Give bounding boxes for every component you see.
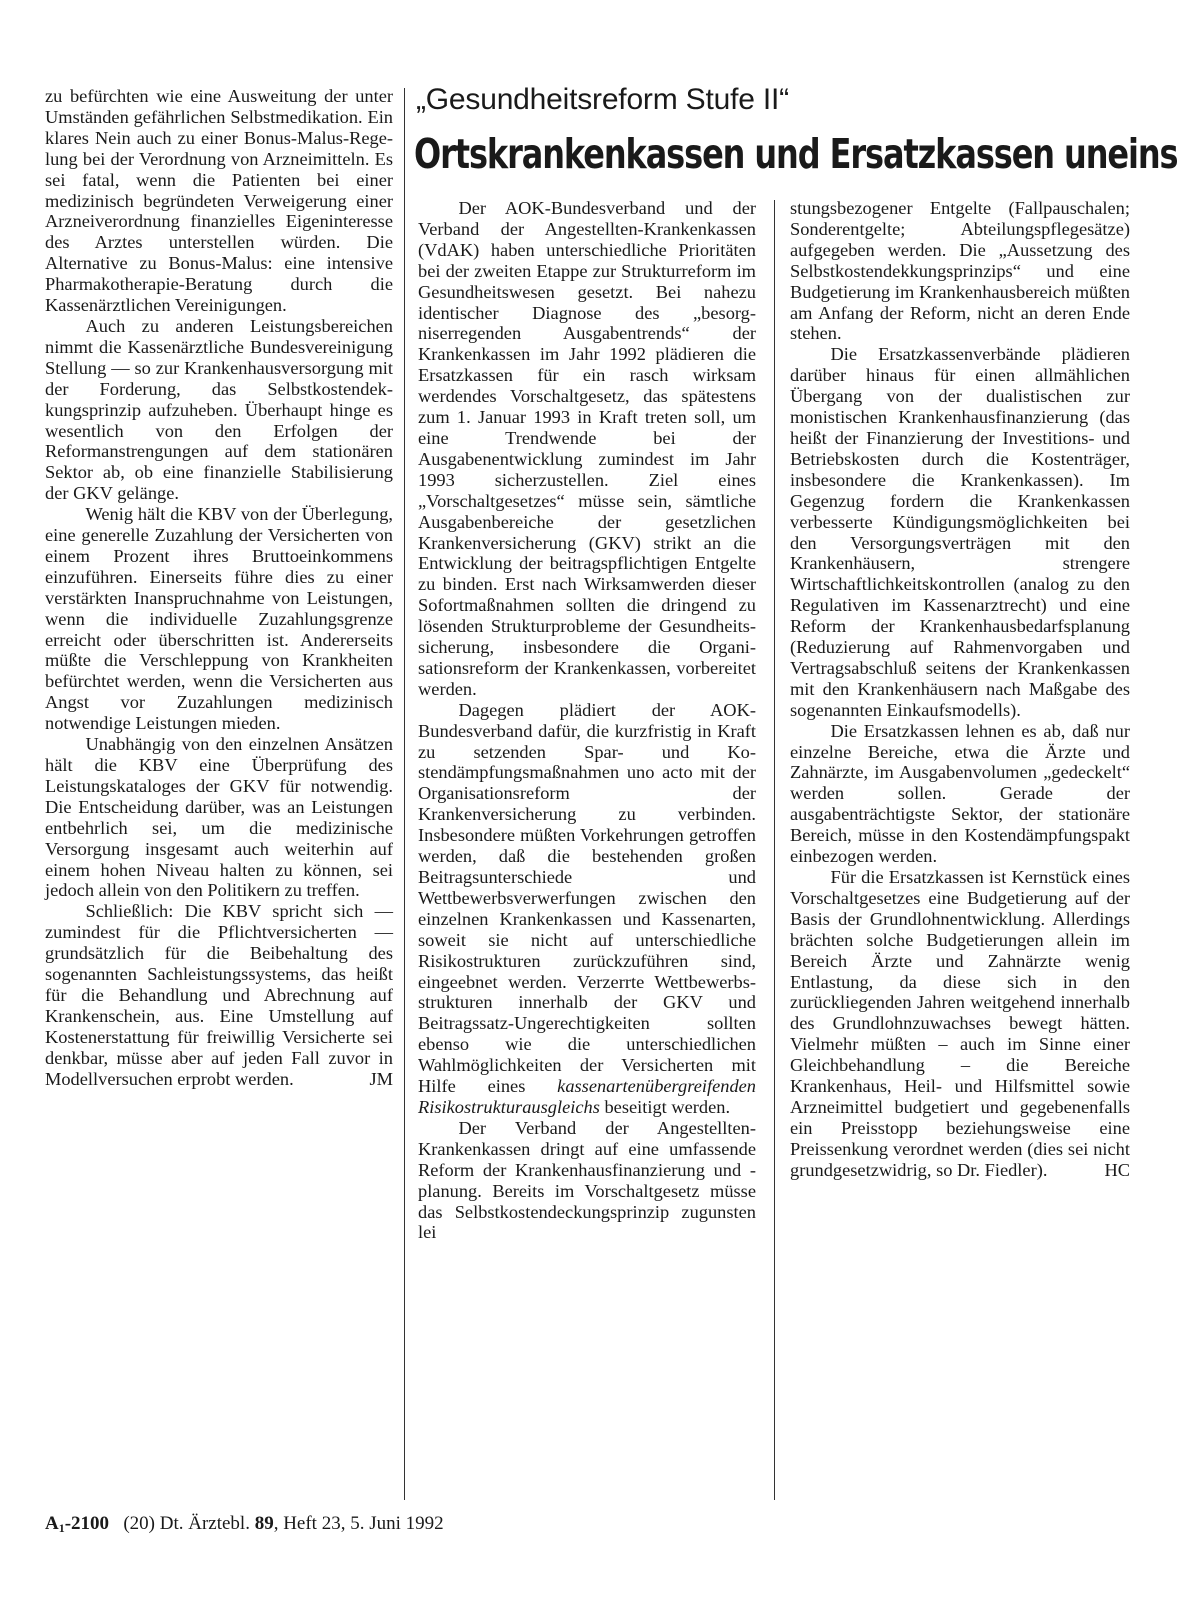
paragraph-text: Dagegen plädiert der AOK-Bundesverband dafür, die kurzfristig in Kraft zu setzenden Spar- und Kostendämpfungsmaßnahmen uno acto mit der Organisationsreform der Krankenversicherung zu verbinden. Insbesondere müßten Vorkehrungen getroffen werden, daß die bestehenden großen Beitragsunterschiede und Wettbewerbsverwerfungen zwischen den einzelnen Krankenkassen und Kassenarten, soweit sie nicht auf unterschiedliche Risikostrukturen zurückzuführen sind, eingeebnet werden. Verzerrte Wettbewerbsstrukturen innerhalb der GKV und Beitragssatz-Ungerechtigkeiten sollten ebenso wie die unterschiedlichen Wahlmöglichkeiten der Versicherten mit Hilfe eines: [418, 699, 756, 1097]
column-divider-main: [404, 88, 405, 1500]
middle-column-text: [418, 198, 756, 1243]
paragraph: [45, 901, 393, 1089]
paragraph: Die Ersatzkassenverbände plädieren darüber hinaus für einen allmählichen Übergang von der dualistischen zur monistischen Krankenhausfinanzierung (das heißt der Finanzierung der Investitions- und Betriebskosten durch die Kostenträger, insbesondere die Krankenkassen). Im Gegenzug fordern die Krankenkassen verbesserte Kündigungsmöglichkeiten bei den Versorgungsverträgen mit den Krankenhäusern, strengere Wirtschaftlichkeitskontrollen (analog zu den Regulativen im Kassenarztrecht) und eine Reform der Krankenhausbedarfsplanung (Reduzierung auf Rahmenvorgaben und Vertragsabschluß seitens der Krankenkassen mit den Krankenhäusern nach Maßgabe des sogenannten Einkaufsmodells).: [790, 344, 1130, 720]
paragraph: Der Verband der Angestellten-Krankenkassen dringt auf eine umfassende Reform der Krankenhausfinanzierung und -planung. Bereits im Vorschaltgesetz müsse das Selbstkostendeckungsprinzip zugunsten lei: [418, 1117, 756, 1243]
page-footer: [45, 1512, 444, 1540]
column-divider-inner: [774, 200, 775, 1500]
right-column-text: [790, 198, 1130, 1181]
journal-volume: 89: [254, 1513, 274, 1534]
paragraph: stungsbezogener Entgelte (Fallpauschalen; Sonderentgelte; Abteilungspflegesätze) aufgegeben werden. Die „Aussetzung des Selbstkostendekkungsprinzips“ und eine Budgetierung im Krankenhausbereich müßten am Anfang der Reform, nicht an deren Ende stehen.: [790, 198, 1130, 344]
paragraph-text: beseitigt werden.: [599, 1096, 731, 1117]
paragraph-text: Schließlich: Die KBV spricht sich — zumindest für die Pflichtversicherten — grundsätzlich für die Beibehaltung des sogenannten Sachleistungssystems, das heißt für die Behandlung und Abrechnung auf Krankenschein, aus. Eine Umstellung auf Kostenerstattung für freiwillig Versicherte sei denkbar, müsse aber auf jeden Fall zuvor in Modellversuchen erprobt werden.: [45, 901, 393, 1089]
journal-issue-date: , Heft 23, 5. Juni 1992: [273, 1513, 444, 1534]
page-subscript: 1: [58, 1521, 65, 1535]
paragraph: Auch zu anderen Leistungsbereichen nimmt die Kassenärztliche Bundesvereinigung Stellung — so zur Krankenhausversorgung mit der Forderung, das Selbstkostendekkungsprinzip aufzuheben. Überhaupt hinge es wesentlich von den Erfolgen der Reformanstrengungen auf dem stationären Sektor ab, ob eine finanzielle Stabilisierung der GKV gelänge.: [45, 315, 393, 504]
page-number-value: -2100: [64, 1513, 110, 1534]
paragraph: Wenig hält die KBV von der Überlegung, eine generelle Zuzahlung der Versicherten von einem Prozent ihres Bruttoeinkommens einzuführen. Einerseits führe dies zu einer verstärkten Inanspruchnahme von Leistungen, wenn die individuelle Zuzahlungsgrenze erreicht oder überschritten ist. Andererseits müßte die Verschleppung von Krankheiten befürchtet werden, wenn die Versicherten aus Angst vor Zuzahlungen medizinisch notwendige Leistungen mieden.: [45, 504, 393, 734]
paragraph-text: Für die Ersatzkassen ist Kernstück eines Vorschaltgesetzes eine Budgetierung auf der Basis der Grundlohnentwicklung. Allerdings brächten solche Budgetierungen allein im Bereich Ärzte und Zahnärzte wenig Entlastung, da diese sich in den zurückliegenden Jahren weitgehend innerhalb des Grundlohnzuwachses bewegt hätten. Vielmehr müßten – auch im Sinne einer Gleichbehandlung – die Bereiche Krankenhaus, Heil- und Hilfsmittel sowie Arzneimittel budgetiert und gegebenenfalls ein Preisstopp beziehungsweise eine Preissenkung verordnet werden (dies sei nicht grundgesetzwidrig, so Dr. Fiedler).: [790, 867, 1130, 1180]
left-column-text: [45, 86, 393, 1090]
paragraph: Unabhängig von den einzelnen Ansätzen hält die KBV eine Überprüfung des Leistungskataloges der GKV für notwendig. Die Entscheidung darüber, was an Leistungen entbehrlich sei, um die medizinische Versorgung insgesamt auch weiterhin auf einem hohen Niveau halten zu können, sei jedoch allein von den Politikern zu treffen.: [45, 734, 393, 901]
paragraph: Der AOK-Bundesverband und der Verband der Angestellten-Krankenkassen (VdAK) haben unterschiedliche Prioritäten bei der zweiten Etappe zur Strukturreform im Gesundheitswesen gesetzt. Bei nahezu identischer Diagnose des „besorgniserregenden Ausgabentrends“ der Krankenkassen im Jahr 1992 plädieren die Ersatzkassen für ein rasch wirksam werdendes Vorschaltgesetz, das spätestens zum 1. Januar 1993 in Kraft treten soll, um eine Trendwende bei der Ausgabenentwicklung zumindest im Jahr 1993 sicherzustellen. Ziel eines „Vorschaltgesetzes“ müsse sein, sämtliche Ausgabenbereiche der gesetzlichen Krankenversicherung (GKV) strikt an die Entwicklung der beitragspflichtigen Entgelte zu binden. Erst nach Wirksamwerden dieser Sofortmaßnahmen sollten die dringend zu lösenden Strukturprobleme der Gesundheitssicherung, insbesondere die Organisationsreform der Krankenkassen, vorbereitet werden.: [418, 198, 756, 699]
paragraph: [418, 700, 756, 1118]
journal-reference: (20) Dt. Ärztebl.: [123, 1513, 255, 1534]
page-letter: A: [45, 1513, 59, 1534]
author-signature: JM: [369, 1068, 393, 1089]
author-signature: HC: [1104, 1159, 1130, 1180]
article-headline: Ortskrankenkassen und Ersatzkassen uneins: [414, 130, 1178, 178]
paragraph: Die Ersatzkassen lehnen es ab, daß nur einzelne Bereiche, etwa die Ärzte und Zahnärzte, im Ausgabenvolumen „gedeckelt“ werden sollen. Gerade der ausgabenträchtigste Sektor, der stationäre Bereich, müsse in den Kostendämpfungspakt einbezogen werden.: [790, 720, 1130, 867]
paragraph: [790, 867, 1130, 1181]
article-kicker: „Gesundheitsreform Stufe II“: [416, 83, 789, 116]
italic-term: kassenartenübergreifenden Risikostrukturausgleichs: [418, 1076, 756, 1117]
paragraph: zu befürchten wie eine Ausweitung der unter Umständen gefährlichen Selbstmedikation. Ein klares Nein auch zu einer Bonus-Malus-Regelung bei der Verordnung von Arzneimitteln. Es sei fatal, wenn die Patienten bei einer medizinisch begründeten Verweigerung einer Arzneiverordnung finanzielles Eigeninteresse des Arztes unterstellen würden. Die Alternative zu Bonus-Malus: eine intensive Pharmakotherapie-Beratung durch die Kassenärztlichen Vereinigungen.: [45, 86, 393, 316]
page-number: [45, 1513, 109, 1534]
